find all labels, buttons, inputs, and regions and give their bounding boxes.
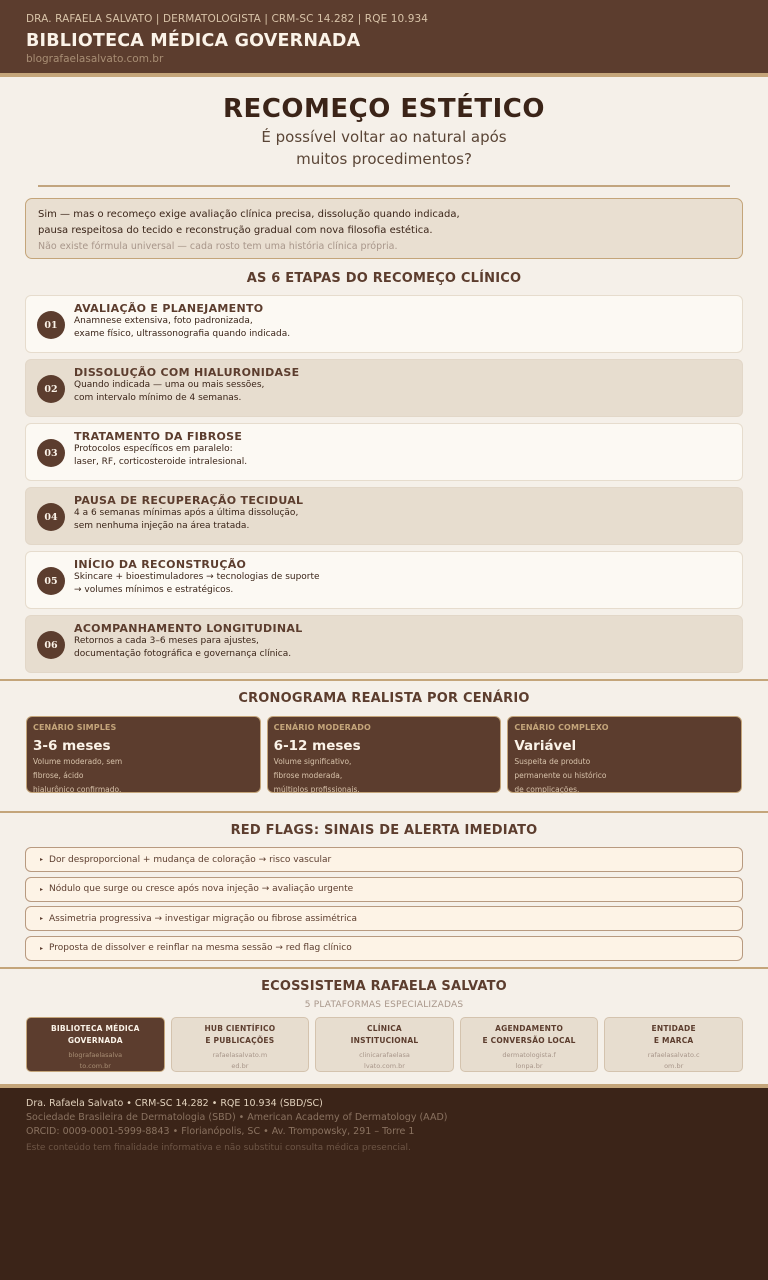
step-desc: Quando indicada — uma ou mais sessões, — [74, 380, 265, 390]
answer-callout — [25, 198, 743, 259]
platform-card-hub[interactable] — [171, 1017, 310, 1072]
step-desc: 4 a 6 semanas mínimas após a última dissolução, — [74, 508, 299, 518]
scenario-desc: fibrose, ácido — [33, 771, 84, 780]
step-number-badge: 02 — [37, 375, 65, 403]
triangle-bullet-icon: ▸ — [40, 885, 44, 893]
step-card — [25, 295, 743, 353]
step-desc: sem nenhuma injeção na área tratada. — [74, 521, 250, 531]
step-number-badge: 05 — [37, 567, 65, 595]
red-flag-item — [25, 877, 743, 902]
step-desc: Retornos a cada 3–6 meses para ajustes, — [74, 636, 259, 646]
doctor-credentials: DRA. RAFAELA SALVATO | DERMATOLOGISTA | CRM-SC 14.282 | RQE 10.934 — [26, 13, 429, 25]
main-content — [0, 77, 768, 1084]
scenario-desc: Volume significativo, — [273, 757, 352, 766]
step-desc: Anamnese extensiva, foto padronizada, — [74, 316, 253, 326]
step-desc: Protocolos específicos em paralelo: — [74, 444, 233, 454]
section-divider — [0, 679, 768, 681]
page-subtitle-line2: muitos procedimentos? — [296, 150, 472, 168]
section-divider — [0, 811, 768, 813]
hero-divider — [38, 185, 730, 187]
site-header — [0, 0, 768, 77]
scenario-duration: Variável — [514, 738, 577, 754]
platform-url: rafaelasalvato.c — [647, 1050, 700, 1059]
step-title: DISSOLUÇÃO COM HIALURONIDASE — [74, 366, 300, 379]
step-card — [25, 615, 743, 673]
platform-url: lonpa.br — [515, 1061, 543, 1070]
step-title: AVALIAÇÃO E PLANEJAMENTO — [74, 302, 264, 315]
scenario-desc: permanente ou histórico — [514, 771, 607, 780]
step-card — [25, 423, 743, 481]
platform-name: E CONVERSÃO LOCAL — [482, 1035, 576, 1045]
section-divider — [0, 967, 768, 969]
scenario-duration: 3-6 meses — [33, 738, 111, 754]
step-title: INÍCIO DA RECONSTRUÇÃO — [74, 558, 247, 571]
red-flag-text: Assimetria progressiva → investigar migração ou fibrose assimétrica — [49, 913, 357, 924]
step-number-badge: 03 — [37, 439, 65, 467]
page-subtitle-line1: É possível voltar ao natural após — [261, 128, 507, 146]
red-flags-section-title: RED FLAGS: SINAIS DE ALERTA IMEDIATO — [230, 823, 538, 838]
ecosystem-section-title: ECOSSISTEMA RAFAELA SALVATO — [261, 978, 507, 994]
scenario-desc: hialurônico confirmado. — [33, 785, 122, 794]
step-card — [25, 487, 743, 545]
platform-url: om.br — [664, 1061, 684, 1070]
platform-card-entidade[interactable] — [604, 1017, 743, 1072]
step-desc: laser, RF, corticosteroide intralesional. — [74, 457, 248, 467]
footer-doctor-info: Dra. Rafaela Salvato • CRM-SC 14.282 • RQE 10.934 (SBD/SC) — [26, 1098, 323, 1109]
red-flag-text: Nódulo que surge ou cresce após nova injeção → avaliação urgente — [49, 884, 354, 894]
scenario-duration: 6-12 meses — [273, 738, 361, 754]
site-footer — [0, 1084, 768, 1155]
step-desc: → volumes mínimos e estratégicos. — [74, 585, 234, 595]
platform-card-clinica[interactable] — [315, 1017, 454, 1072]
triangle-bullet-icon: ▸ — [40, 856, 44, 863]
scenario-desc: Suspeita de produto — [514, 757, 591, 766]
platform-url: to.com.br — [79, 1061, 111, 1070]
cronograma-section-title: CRONOGRAMA REALISTA POR CENÁRIO — [238, 691, 530, 706]
platform-url: dermatologista.f — [502, 1050, 556, 1059]
platform-url: ed.br — [231, 1061, 249, 1070]
platform-url: clinicarafaelasa — [359, 1050, 410, 1059]
step-number-badge: 06 — [37, 631, 65, 659]
footer-societies: Sociedade Brasileira de Dermatologia (SBD) • American Academy of Dermatology (AAD) — [26, 1112, 448, 1123]
scenario-desc: Volume moderado, sem — [33, 757, 123, 766]
red-flags-list — [25, 847, 743, 961]
step-desc: com intervalo mínimo de 4 semanas. — [74, 393, 242, 403]
platform-name: AGENDAMENTO — [495, 1023, 564, 1033]
platform-card-biblioteca[interactable] — [26, 1017, 165, 1072]
scenario-card-simples — [26, 716, 261, 793]
platform-name: CLÍNICA — [367, 1023, 402, 1033]
red-flag-item — [25, 936, 743, 961]
platform-name: E MARCA — [653, 1035, 694, 1045]
scenario-label: CENÁRIO COMPLEXO — [514, 723, 609, 732]
platform-name: HUB CIENTÍFICO — [204, 1023, 276, 1033]
footer-disclaimer: Este conteúdo tem finalidade informativa e não substitui consulta médica presencial. — [26, 1143, 411, 1153]
step-card — [25, 359, 743, 417]
scenario-desc: de complicações. — [514, 785, 580, 794]
scenario-card-moderado — [267, 716, 502, 793]
answer-line-2: pausa respeitosa do tecido e reconstrução gradual com nova filosofia estética. — [38, 225, 433, 236]
step-desc: documentação fotográfica e governança clínica. — [74, 649, 292, 659]
footer-address: ORCID: 0009-0001-5999-8843 • Florianópolis, SC • Av. Trompowsky, 291 – Torre 1 — [26, 1126, 415, 1137]
ecosystem-subtitle: 5 PLATAFORMAS ESPECIALIZADAS — [304, 999, 464, 1010]
red-flag-item — [25, 847, 743, 872]
platform-name: GOVERNADA — [67, 1035, 123, 1045]
scenario-desc: fibrose moderada, — [273, 771, 343, 780]
platform-name: ENTIDADE — [651, 1023, 696, 1033]
answer-line-1: Sim — mas o recomeço exige avaliação clínica precisa, dissolução quando indicada, — [38, 209, 460, 220]
scenario-desc: múltiplos profissionais. — [273, 785, 360, 794]
platform-name: INSTITUCIONAL — [350, 1035, 419, 1045]
scenario-card-complexo — [507, 716, 742, 793]
site-url[interactable]: blografaelasalvato.com.br — [26, 53, 164, 65]
answer-note: Não existe fórmula universal — cada rosto tem uma história clínica própria. — [38, 241, 398, 252]
triangle-bullet-icon: ▸ — [40, 944, 44, 952]
platform-name: E PUBLICAÇÕES — [205, 1035, 275, 1045]
platform-name: BIBLIOTECA MÉDICA — [50, 1023, 140, 1033]
step-desc: exame físico, ultrassonografia quando indicada. — [74, 329, 291, 339]
red-flag-text: Dor desproporcional + mudança de coloração → risco vascular — [49, 854, 332, 865]
step-title: PAUSA DE RECUPERAÇÃO TECIDUAL — [74, 494, 304, 507]
step-number-badge: 01 — [37, 311, 65, 339]
hero-section — [0, 77, 768, 187]
step-card — [25, 551, 743, 609]
scenario-label: CENÁRIO MODERADO — [273, 723, 371, 732]
step-title: ACOMPANHAMENTO LONGITUDINAL — [74, 622, 303, 635]
step-desc: Skincare + bioestimuladores → tecnologias de suporte — [74, 572, 320, 582]
scenario-label: CENÁRIO SIMPLES — [33, 723, 117, 732]
platform-cards — [26, 1017, 743, 1072]
scenario-cards — [26, 716, 742, 793]
platform-card-agendamento[interactable] — [460, 1017, 599, 1072]
page-title: RECOMEÇO ESTÉTICO — [223, 94, 545, 124]
platform-url: blografaelasalva — [68, 1050, 123, 1059]
step-number-badge: 04 — [37, 503, 65, 531]
triangle-bullet-icon: ▸ — [40, 915, 44, 922]
red-flag-text: Proposta de dissolver e reinflar na mesma sessão → red flag clínico — [49, 943, 352, 953]
platform-url: lvato.com.br — [364, 1061, 405, 1070]
steps-section-title: AS 6 ETAPAS DO RECOMEÇO CLÍNICO — [246, 271, 522, 286]
step-title: TRATAMENTO DA FIBROSE — [74, 430, 243, 443]
red-flag-item — [25, 906, 743, 931]
platform-url: rafaelasalvato.m — [212, 1050, 268, 1059]
site-brand[interactable]: BIBLIOTECA MÉDICA GOVERNADA — [26, 31, 361, 51]
steps-list — [25, 295, 743, 673]
